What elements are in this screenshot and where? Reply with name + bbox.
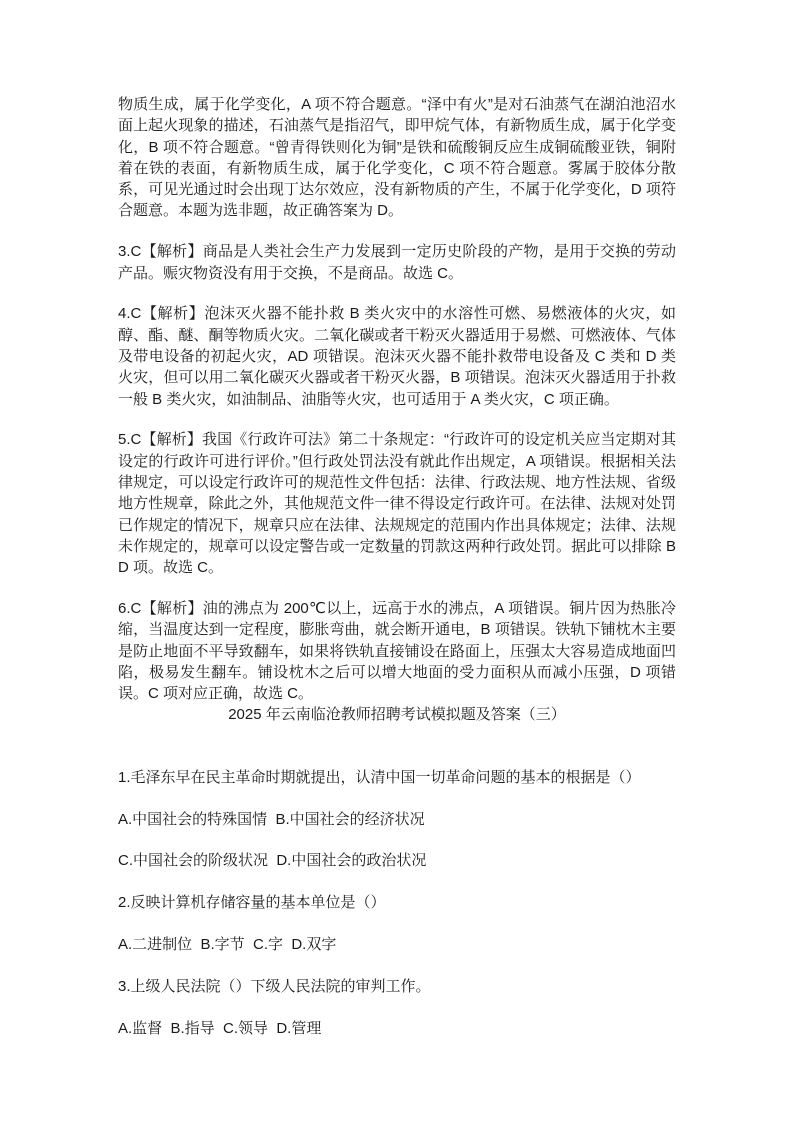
question-3-stem: 3.上级人民法院（）下级人民法院的审判工作。 [118, 977, 431, 995]
question-1-stem: 1.毛泽东早在民主革命时期就提出，认清中国一切革命问题的基本的根据是（） [118, 768, 641, 786]
answer-explanation-4: 4.C【解析】泡沫灭火器不能扑救 B 类火灾中的水溶性可燃、易燃液体的火灾，如醇、酯、醚、酮等物质火灾。二氧化碳或者干粉灭火器适用于易燃、可燃液体、气体及带电设备的初起火灾，AD 项错误。泡沫灭火器不能扑救带电设备及 C 类和 D 类火灾，但可以用二氧化碳灭火器或者干粉灭火器，B 项错误。泡沫灭火器适用于扑救一般 B 类火灾，如油制品、油脂等火灾，也可适用于 A 类火灾，C 项正确。 [118, 305, 676, 408]
question-3-options: A.监督 B.指导 C.领导 D.管理 [118, 1019, 322, 1037]
questions-section [118, 767, 676, 1039]
answer-explanation-3: 3.C【解析】商品是人类社会生产力发展到一定历史阶段的产物，是用于交换的劳动产品。赈灾物资没有用于交换，不是商品。故选 C。 [118, 243, 676, 282]
exam-title: 2025 年云南临沧教师招聘考试模拟题及答案（三） [228, 706, 566, 724]
question-1-options-cd: C.中国社会的阶级状况 D.中国社会的政治状况 [118, 852, 427, 870]
answer-explanation-6: 6.C【解析】油的沸点为 200℃以上，远高于水的沸点，A 项错误。铜片因为热胀冷缩，当温度达到一定程度，膨胀弯曲，就会断开通电，B 项错误。铁轨下铺枕木主要是防止地面不平导致翻车，如果将铁轨直接铺设在路面上，压强太大容易造成地面凹陷，极易发生翻车。铺设枕木之后可以增大地面的受力面积从而减小压强，D 项错误。C 项对应正确，故选 C。 [118, 599, 676, 703]
question-1-options-ab: A.中国社会的特殊国情 B.中国社会的经济状况 [118, 810, 425, 828]
answer-explanations-section [118, 94, 676, 704]
question-2-stem: 2.反映计算机存储容量的基本单位是（） [118, 894, 386, 912]
answer-explanation-5: 5.C【解析】我国《行政许可法》第二十条规定：“行政许可的设定机关应当定期对其设定的行政许可进行评价。”但行政处罚法没有就此作出规定，A 项错误。根据相关法律规定，可以设定行政许可的规范性文件包括：法律、行政法规、地方性法规、省级地方性规章，除此之外，其他规范文件一律不得设定行政许可。在法律、法规对处罚已作规定的情况下，规章只应在法律、法规规定的范围内作出具体规定；法律、法规未作规定的，规章可以设定警告或一定数量的罚款这两种行政处罚。据此可以排除 BD 项。故选 C。 [118, 431, 676, 577]
question-2-options: A.二进制位 B.字节 C.字 D.双字 [118, 935, 337, 953]
answer-explanation-continued: 物质生成，属于化学变化，A 项不符合题意。“泽中有火”是对石油蒸气在湖泊池沼水面上起火现象的描述，石油蒸气是指沼气，即甲烷气体，有新物质生成，属于化学变化，B 项不符合题意。“曾青得铁则化为铜”是铁和硫酸铜反应生成铜硫酸亚铁，铜附着在铁的表面，有新物质生成，属于化学变化，C 项不符合题意。雾属于胶体分散系，可见光通过时会出现丁达尔效应，没有新物质的产生，不属于化学变化，D 项符合题意。本题为选非题，故正确答案为 D。 [118, 96, 676, 220]
